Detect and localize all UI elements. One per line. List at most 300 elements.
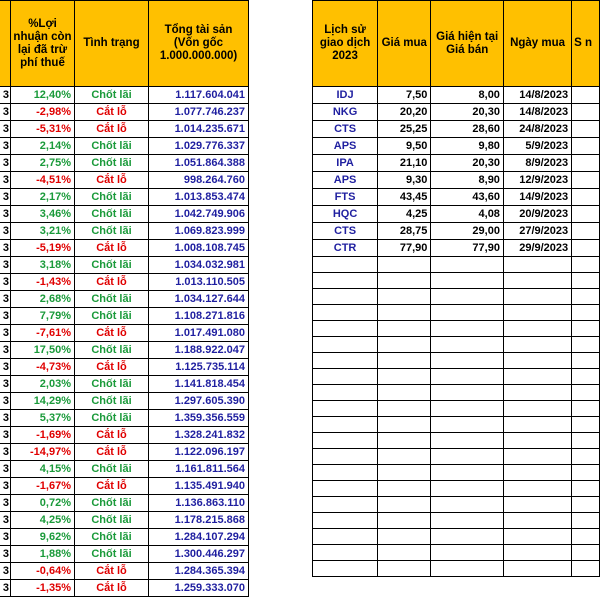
status-cell[interactable]: Cắt lỗ xyxy=(75,104,149,121)
row-index-cell[interactable]: 3 xyxy=(0,257,11,274)
status-cell[interactable]: Chốt lãi xyxy=(75,138,149,155)
total-assets-cell[interactable]: 1.284.107.294 xyxy=(149,529,249,546)
profit-pct-cell[interactable]: 7,79% xyxy=(11,308,75,325)
table-row xyxy=(0,342,249,359)
empty-cell[interactable] xyxy=(503,305,571,321)
sell-price-cell[interactable]: 77,90 xyxy=(431,240,504,257)
row-index-cell[interactable]: 3 xyxy=(0,87,11,104)
empty-cell[interactable] xyxy=(431,289,504,305)
total-assets-cell[interactable]: 1.013.853.474 xyxy=(149,189,249,206)
status-cell[interactable]: Cắt lỗ xyxy=(75,359,149,376)
total-assets-cell[interactable]: 1.008.108.745 xyxy=(149,240,249,257)
empty-cell[interactable] xyxy=(313,433,378,449)
row-index-cell[interactable]: 3 xyxy=(0,529,11,546)
total-assets-cell[interactable]: 1.300.446.297 xyxy=(149,546,249,563)
total-assets-cell[interactable]: 1.359.356.559 xyxy=(149,410,249,427)
total-assets-cell[interactable]: 1.117.604.041 xyxy=(149,87,249,104)
row-index-cell[interactable]: 3 xyxy=(0,138,11,155)
buy-price-cell[interactable]: 21,10 xyxy=(378,155,431,172)
empty-cell[interactable] xyxy=(313,513,378,529)
total-assets-cell[interactable]: 1.077.746.237 xyxy=(149,104,249,121)
empty-cell[interactable] xyxy=(572,433,600,449)
empty-cell[interactable] xyxy=(503,545,571,561)
empty-cell[interactable] xyxy=(503,385,571,401)
empty-cell[interactable] xyxy=(503,321,571,337)
row-index-cell[interactable]: 3 xyxy=(0,223,11,240)
empty-cell[interactable] xyxy=(313,449,378,465)
row-index-cell[interactable]: 3 xyxy=(0,546,11,563)
sell-price-cell[interactable]: 4,08 xyxy=(431,206,504,223)
total-assets-cell[interactable]: 1.161.811.564 xyxy=(149,461,249,478)
empty-cell[interactable] xyxy=(431,417,504,433)
total-assets-cell[interactable]: 1.188.922.047 xyxy=(149,342,249,359)
empty-cell[interactable] xyxy=(378,289,431,305)
table-row xyxy=(0,325,249,342)
empty-cell[interactable] xyxy=(503,353,571,369)
header-trade-history[interactable]: Lịch sử giao dịch 2023 xyxy=(313,1,378,87)
profit-pct-cell[interactable]: 2,03% xyxy=(11,376,75,393)
empty-cell[interactable] xyxy=(503,337,571,353)
row-index-cell[interactable]: 3 xyxy=(0,495,11,512)
empty-cell[interactable] xyxy=(313,273,378,289)
empty-cell[interactable] xyxy=(378,417,431,433)
header-buy-price[interactable]: Giá mua xyxy=(378,1,431,87)
row-index-cell[interactable]: 3 xyxy=(0,478,11,495)
empty-row xyxy=(313,513,600,529)
row-index-cell[interactable]: 3 xyxy=(0,444,11,461)
row-index-cell[interactable]: 3 xyxy=(0,376,11,393)
empty-cell[interactable] xyxy=(431,321,504,337)
row-index-cell[interactable]: 3 xyxy=(0,104,11,121)
empty-cell[interactable] xyxy=(313,481,378,497)
status-cell[interactable]: Cắt lỗ xyxy=(75,240,149,257)
table-row xyxy=(313,189,600,206)
empty-cell[interactable] xyxy=(378,369,431,385)
empty-row xyxy=(313,273,600,289)
status-cell[interactable]: Cắt lỗ xyxy=(75,478,149,495)
empty-cell[interactable] xyxy=(572,497,600,513)
empty-cell[interactable] xyxy=(572,529,600,545)
empty-cell[interactable] xyxy=(572,206,600,223)
sell-price-cell[interactable]: 20,30 xyxy=(431,155,504,172)
status-cell[interactable]: Chốt lãi xyxy=(75,87,149,104)
empty-cell[interactable] xyxy=(503,561,571,577)
empty-cell[interactable] xyxy=(572,240,600,257)
ticker-cell[interactable]: IPA xyxy=(313,155,378,172)
empty-cell[interactable] xyxy=(431,305,504,321)
ticker-cell[interactable]: CTR xyxy=(313,240,378,257)
row-index-cell[interactable]: 3 xyxy=(0,359,11,376)
table-row xyxy=(313,172,600,189)
table-row xyxy=(313,138,600,155)
sell-price-cell[interactable]: 8,90 xyxy=(431,172,504,189)
empty-cell[interactable] xyxy=(431,513,504,529)
ticker-cell[interactable]: IDJ xyxy=(313,87,378,104)
status-cell[interactable]: Chốt lãi xyxy=(75,546,149,563)
row-index-cell[interactable]: 3 xyxy=(0,512,11,529)
status-cell[interactable]: Cắt lỗ xyxy=(75,325,149,342)
row-index-cell[interactable]: 3 xyxy=(0,461,11,478)
total-assets-cell[interactable]: 1.284.365.394 xyxy=(149,563,249,580)
empty-cell[interactable] xyxy=(572,223,600,240)
row-index-cell[interactable]: 3 xyxy=(0,410,11,427)
profit-pct-cell[interactable]: 2,17% xyxy=(11,189,75,206)
row-index-cell[interactable]: 3 xyxy=(0,427,11,444)
empty-cell[interactable] xyxy=(378,449,431,465)
empty-cell[interactable] xyxy=(431,385,504,401)
sell-price-cell[interactable]: 20,30 xyxy=(431,104,504,121)
profit-pct-cell[interactable]: -0,64% xyxy=(11,563,75,580)
total-assets-cell[interactable]: 1.013.110.505 xyxy=(149,274,249,291)
empty-cell[interactable] xyxy=(572,513,600,529)
profit-pct-cell[interactable]: 2,75% xyxy=(11,155,75,172)
empty-cell[interactable] xyxy=(378,353,431,369)
empty-cell[interactable] xyxy=(378,497,431,513)
empty-cell[interactable] xyxy=(503,481,571,497)
empty-cell[interactable] xyxy=(431,497,504,513)
row-index-cell[interactable]: 3 xyxy=(0,189,11,206)
ticker-cell[interactable]: APS xyxy=(313,138,378,155)
header-cut[interactable]: S n xyxy=(572,1,600,87)
sell-price-cell[interactable]: 28,60 xyxy=(431,121,504,138)
empty-cell[interactable] xyxy=(313,545,378,561)
profit-pct-cell[interactable]: 1,88% xyxy=(11,546,75,563)
empty-cell[interactable] xyxy=(572,337,600,353)
total-assets-cell[interactable]: 1.178.215.868 xyxy=(149,512,249,529)
total-assets-cell[interactable]: 1.135.491.940 xyxy=(149,478,249,495)
status-cell[interactable]: Cắt lỗ xyxy=(75,563,149,580)
empty-cell[interactable] xyxy=(572,465,600,481)
empty-cell[interactable] xyxy=(378,273,431,289)
empty-cell[interactable] xyxy=(378,465,431,481)
row-index-cell[interactable]: 3 xyxy=(0,291,11,308)
table-row xyxy=(0,359,249,376)
buy-date-cell[interactable]: 5/9/2023 xyxy=(503,138,571,155)
empty-row xyxy=(313,497,600,513)
profit-pct-cell[interactable]: 2,68% xyxy=(11,291,75,308)
empty-cell[interactable] xyxy=(503,401,571,417)
status-cell[interactable]: Chốt lãi xyxy=(75,155,149,172)
ticker-cell[interactable]: HQC xyxy=(313,206,378,223)
empty-cell[interactable] xyxy=(378,401,431,417)
empty-cell[interactable] xyxy=(572,189,600,206)
profit-pct-cell[interactable]: -1,43% xyxy=(11,274,75,291)
table-row xyxy=(0,87,249,104)
buy-price-cell[interactable]: 28,75 xyxy=(378,223,431,240)
table-row xyxy=(0,291,249,308)
total-assets-cell[interactable]: 1.122.096.197 xyxy=(149,444,249,461)
total-assets-cell[interactable]: 1.297.605.390 xyxy=(149,393,249,410)
total-assets-cell[interactable]: 1.017.491.080 xyxy=(149,325,249,342)
profit-pct-cell[interactable]: 0,72% xyxy=(11,495,75,512)
profit-pct-cell[interactable]: -4,73% xyxy=(11,359,75,376)
empty-row xyxy=(313,481,600,497)
empty-cell[interactable] xyxy=(572,138,600,155)
empty-cell[interactable] xyxy=(378,257,431,273)
empty-cell[interactable] xyxy=(503,513,571,529)
total-assets-cell[interactable]: 1.042.749.906 xyxy=(149,206,249,223)
profit-pct-cell[interactable]: -14,97% xyxy=(11,444,75,461)
status-cell[interactable]: Chốt lãi xyxy=(75,495,149,512)
profit-pct-cell[interactable]: 4,15% xyxy=(11,461,75,478)
empty-cell[interactable] xyxy=(313,321,378,337)
empty-cell[interactable] xyxy=(503,529,571,545)
status-cell[interactable]: Cắt lỗ xyxy=(75,427,149,444)
empty-cell[interactable] xyxy=(431,481,504,497)
empty-cell[interactable] xyxy=(572,273,600,289)
empty-cell[interactable] xyxy=(378,513,431,529)
status-cell[interactable]: Chốt lãi xyxy=(75,308,149,325)
empty-cell[interactable] xyxy=(572,545,600,561)
header-total-assets[interactable]: Tổng tài sản (Vốn gốc 1.000.000.000) xyxy=(149,1,249,87)
empty-cell[interactable] xyxy=(572,87,600,104)
total-assets-cell[interactable]: 1.141.818.454 xyxy=(149,376,249,393)
empty-cell[interactable] xyxy=(313,561,378,577)
row-index-cell[interactable]: 3 xyxy=(0,240,11,257)
empty-cell[interactable] xyxy=(378,561,431,577)
status-cell[interactable]: Chốt lãi xyxy=(75,376,149,393)
status-cell[interactable]: Chốt lãi xyxy=(75,529,149,546)
buy-date-cell[interactable]: 27/9/2023 xyxy=(503,223,571,240)
empty-cell[interactable] xyxy=(572,369,600,385)
profit-pct-cell[interactable]: -7,61% xyxy=(11,325,75,342)
empty-cell[interactable] xyxy=(572,257,600,273)
buy-price-cell[interactable]: 43,45 xyxy=(378,189,431,206)
empty-cell[interactable] xyxy=(572,385,600,401)
table-row xyxy=(0,580,249,597)
ticker-cell[interactable]: NKG xyxy=(313,104,378,121)
empty-cell[interactable] xyxy=(503,257,571,273)
profit-pct-cell[interactable]: 3,18% xyxy=(11,257,75,274)
profit-pct-cell[interactable]: 12,40% xyxy=(11,87,75,104)
empty-cell[interactable] xyxy=(572,561,600,577)
empty-cell[interactable] xyxy=(378,337,431,353)
buy-price-cell[interactable]: 4,25 xyxy=(378,206,431,223)
empty-cell[interactable] xyxy=(503,433,571,449)
empty-cell[interactable] xyxy=(378,385,431,401)
profit-pct-cell[interactable]: 17,50% xyxy=(11,342,75,359)
empty-row xyxy=(313,529,600,545)
sell-price-cell[interactable]: 43,60 xyxy=(431,189,504,206)
status-cell[interactable]: Cắt lỗ xyxy=(75,274,149,291)
row-index-cell[interactable]: 3 xyxy=(0,121,11,138)
empty-cell[interactable] xyxy=(313,401,378,417)
row-index-cell[interactable]: 3 xyxy=(0,563,11,580)
empty-cell[interactable] xyxy=(431,433,504,449)
empty-cell[interactable] xyxy=(313,305,378,321)
profit-pct-cell[interactable]: 3,21% xyxy=(11,223,75,240)
total-assets-cell[interactable]: 998.264.760 xyxy=(149,172,249,189)
empty-cell[interactable] xyxy=(431,273,504,289)
empty-cell[interactable] xyxy=(572,353,600,369)
status-cell[interactable]: Chốt lãi xyxy=(75,410,149,427)
empty-cell[interactable] xyxy=(572,289,600,305)
row-index-cell[interactable]: 3 xyxy=(0,274,11,291)
header-sell-price[interactable]: Giá hiện tại Giá bán xyxy=(431,1,504,87)
ticker-cell[interactable]: CTS xyxy=(313,121,378,138)
total-assets-cell[interactable]: 1.029.776.337 xyxy=(149,138,249,155)
empty-cell[interactable] xyxy=(503,369,571,385)
row-index-cell[interactable]: 3 xyxy=(0,172,11,189)
status-cell[interactable]: Chốt lãi xyxy=(75,223,149,240)
sell-price-cell[interactable]: 8,00 xyxy=(431,87,504,104)
sell-price-cell[interactable]: 29,00 xyxy=(431,223,504,240)
table-row xyxy=(313,121,600,138)
status-cell[interactable]: Cắt lỗ xyxy=(75,121,149,138)
total-assets-cell[interactable]: 1.125.735.114 xyxy=(149,359,249,376)
buy-date-cell[interactable]: 29/9/2023 xyxy=(503,240,571,257)
empty-cell[interactable] xyxy=(572,481,600,497)
row-index-cell[interactable]: 3 xyxy=(0,325,11,342)
empty-cell[interactable] xyxy=(431,337,504,353)
profit-pct-cell[interactable]: -4,51% xyxy=(11,172,75,189)
buy-date-cell[interactable]: 12/9/2023 xyxy=(503,172,571,189)
buy-date-cell[interactable]: 24/8/2023 xyxy=(503,121,571,138)
buy-price-cell[interactable]: 20,20 xyxy=(378,104,431,121)
empty-cell[interactable] xyxy=(313,257,378,273)
empty-cell[interactable] xyxy=(431,529,504,545)
buy-date-cell[interactable]: 14/8/2023 xyxy=(503,104,571,121)
table-row xyxy=(0,138,249,155)
empty-cell[interactable] xyxy=(503,465,571,481)
empty-cell[interactable] xyxy=(503,273,571,289)
empty-cell[interactable] xyxy=(313,385,378,401)
total-assets-cell[interactable]: 1.259.333.070 xyxy=(149,580,249,597)
empty-cell[interactable] xyxy=(313,465,378,481)
empty-row xyxy=(313,561,600,577)
ticker-cell[interactable]: FTS xyxy=(313,189,378,206)
ticker-cell[interactable]: CTS xyxy=(313,223,378,240)
buy-price-cell[interactable]: 9,50 xyxy=(378,138,431,155)
empty-cell[interactable] xyxy=(572,121,600,138)
empty-cell[interactable] xyxy=(572,417,600,433)
row-index-cell[interactable]: 3 xyxy=(0,393,11,410)
empty-cell[interactable] xyxy=(313,289,378,305)
empty-cell[interactable] xyxy=(378,529,431,545)
status-cell[interactable]: Chốt lãi xyxy=(75,393,149,410)
empty-cell[interactable] xyxy=(378,545,431,561)
header-buy-date[interactable]: Ngày mua xyxy=(503,1,571,87)
empty-cell[interactable] xyxy=(313,369,378,385)
empty-cell[interactable] xyxy=(378,321,431,337)
status-cell[interactable]: Chốt lãi xyxy=(75,291,149,308)
empty-cell[interactable] xyxy=(378,481,431,497)
total-assets-cell[interactable]: 1.034.127.644 xyxy=(149,291,249,308)
empty-cell[interactable] xyxy=(503,417,571,433)
status-cell[interactable]: Chốt lãi xyxy=(75,342,149,359)
buy-date-cell[interactable]: 8/9/2023 xyxy=(503,155,571,172)
status-cell[interactable]: Chốt lãi xyxy=(75,461,149,478)
empty-cell[interactable] xyxy=(431,449,504,465)
empty-cell[interactable] xyxy=(503,289,571,305)
total-assets-cell[interactable]: 1.108.271.816 xyxy=(149,308,249,325)
profit-pct-cell[interactable]: 2,14% xyxy=(11,138,75,155)
header-cell[interactable] xyxy=(0,1,11,87)
empty-cell[interactable] xyxy=(431,353,504,369)
row-index-cell[interactable]: 3 xyxy=(0,155,11,172)
profit-pct-cell[interactable]: 3,46% xyxy=(11,206,75,223)
profit-pct-cell[interactable]: -1,67% xyxy=(11,478,75,495)
empty-cell[interactable] xyxy=(378,305,431,321)
empty-cell[interactable] xyxy=(572,155,600,172)
empty-cell[interactable] xyxy=(313,497,378,513)
empty-cell[interactable] xyxy=(431,465,504,481)
buy-price-cell[interactable]: 77,90 xyxy=(378,240,431,257)
profit-pct-cell[interactable]: -1,35% xyxy=(11,580,75,597)
profit-pct-cell[interactable]: 5,37% xyxy=(11,410,75,427)
empty-cell[interactable] xyxy=(431,561,504,577)
status-cell[interactable]: Chốt lãi xyxy=(75,512,149,529)
buy-price-cell[interactable]: 7,50 xyxy=(378,87,431,104)
profit-pct-cell[interactable]: -5,19% xyxy=(11,240,75,257)
status-cell[interactable]: Cắt lỗ xyxy=(75,444,149,461)
table-row xyxy=(313,223,600,240)
empty-cell[interactable] xyxy=(572,305,600,321)
total-assets-cell[interactable]: 1.328.241.832 xyxy=(149,427,249,444)
buy-date-cell[interactable]: 14/9/2023 xyxy=(503,189,571,206)
profit-pct-cell[interactable]: 9,62% xyxy=(11,529,75,546)
empty-cell[interactable] xyxy=(313,353,378,369)
empty-cell[interactable] xyxy=(572,172,600,189)
empty-cell[interactable] xyxy=(313,417,378,433)
sell-price-cell[interactable]: 9,80 xyxy=(431,138,504,155)
total-assets-cell[interactable]: 1.069.823.999 xyxy=(149,223,249,240)
status-cell[interactable]: Cắt lỗ xyxy=(75,580,149,597)
header-status[interactable]: Tình trạng xyxy=(75,1,149,87)
empty-cell[interactable] xyxy=(503,497,571,513)
status-cell[interactable]: Cắt lỗ xyxy=(75,172,149,189)
table-row xyxy=(0,495,249,512)
row-index-cell[interactable]: 3 xyxy=(0,206,11,223)
profit-pct-cell[interactable]: -5,31% xyxy=(11,121,75,138)
ticker-cell[interactable]: APS xyxy=(313,172,378,189)
buy-price-cell[interactable]: 9,30 xyxy=(378,172,431,189)
profit-pct-cell[interactable]: -1,69% xyxy=(11,427,75,444)
row-index-cell[interactable]: 3 xyxy=(0,308,11,325)
status-cell[interactable]: Chốt lãi xyxy=(75,189,149,206)
profit-pct-cell[interactable]: -2,98% xyxy=(11,104,75,121)
empty-cell[interactable] xyxy=(503,449,571,465)
table-row xyxy=(0,172,249,189)
row-index-cell[interactable]: 3 xyxy=(0,580,11,597)
total-assets-cell[interactable]: 1.014.235.671 xyxy=(149,121,249,138)
total-assets-cell[interactable]: 1.051.864.388 xyxy=(149,155,249,172)
empty-cell[interactable] xyxy=(431,369,504,385)
empty-cell[interactable] xyxy=(572,104,600,121)
row-index-cell[interactable]: 3 xyxy=(0,342,11,359)
status-cell[interactable]: Chốt lãi xyxy=(75,257,149,274)
empty-cell[interactable] xyxy=(431,545,504,561)
status-cell[interactable]: Chốt lãi xyxy=(75,206,149,223)
empty-row xyxy=(313,417,600,433)
header-profit-pct[interactable]: %Lợi nhuận còn lại đã trừ phí thuế xyxy=(11,1,75,87)
empty-cell[interactable] xyxy=(313,529,378,545)
empty-cell[interactable] xyxy=(431,401,504,417)
empty-cell[interactable] xyxy=(378,433,431,449)
empty-cell[interactable] xyxy=(313,337,378,353)
empty-cell[interactable] xyxy=(431,257,504,273)
empty-cell[interactable] xyxy=(572,321,600,337)
total-assets-cell[interactable]: 1.034.032.981 xyxy=(149,257,249,274)
profit-pct-cell[interactable]: 14,29% xyxy=(11,393,75,410)
buy-date-cell[interactable]: 20/9/2023 xyxy=(503,206,571,223)
empty-cell[interactable] xyxy=(572,449,600,465)
profit-pct-cell[interactable]: 4,25% xyxy=(11,512,75,529)
buy-date-cell[interactable]: 14/8/2023 xyxy=(503,87,571,104)
empty-cell[interactable] xyxy=(572,401,600,417)
buy-price-cell[interactable]: 25,25 xyxy=(378,121,431,138)
total-assets-cell[interactable]: 1.136.863.110 xyxy=(149,495,249,512)
